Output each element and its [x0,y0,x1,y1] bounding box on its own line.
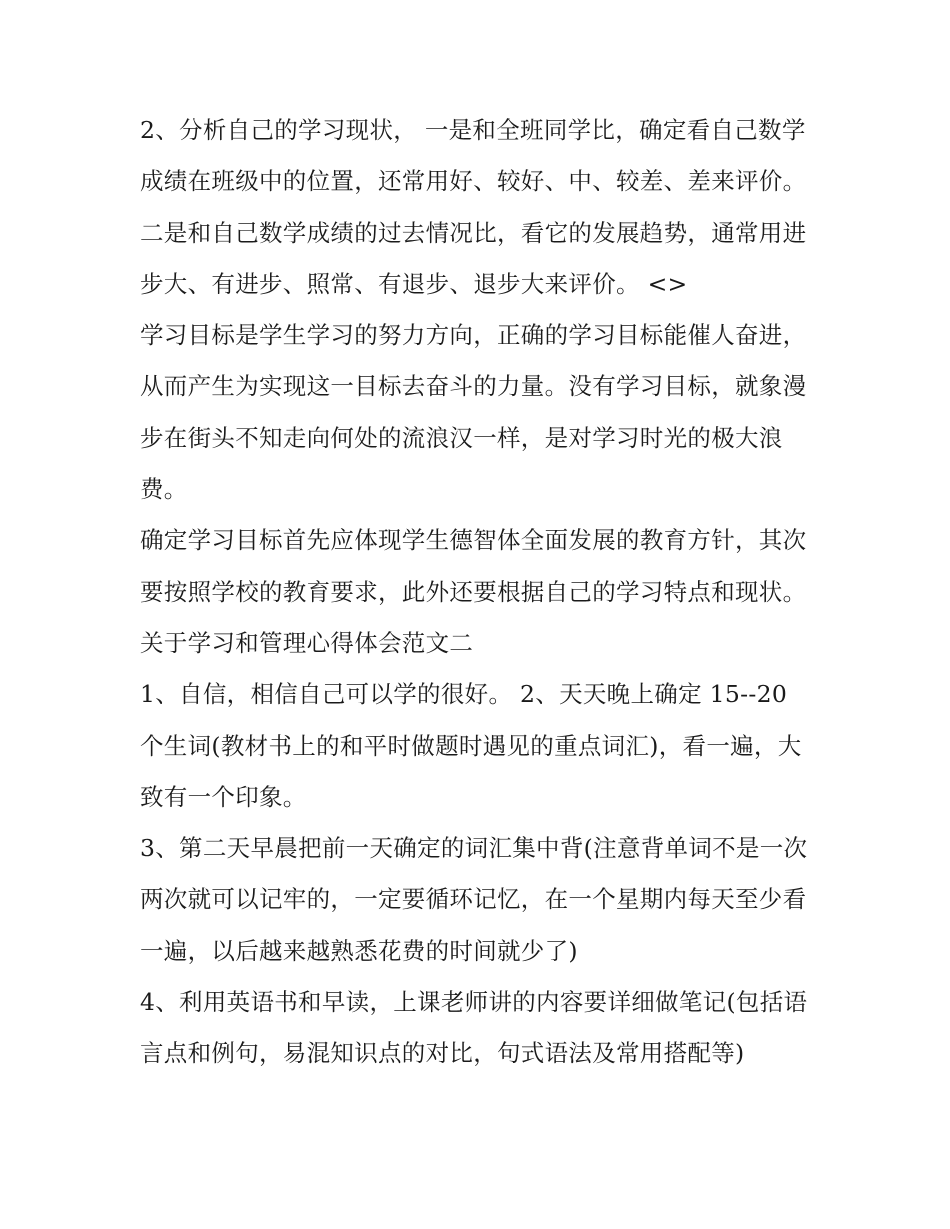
paragraph-learning-goal: 学习目标是学生学习的努力方向，正确的学习目标能催人奋进，从而产生为实现这一目标去奋斗的力量。没有学习目标，就象漫步在街头不知走向何处的流浪汉一样，是对学习时光的极大浪费。 [140,321,807,504]
paragraph-morning-review: 3、第二天早晨把前一天确定的词汇集中背(注意背单词不是一次两次就可以记牢的，一定要循环记忆，在一个星期内每天至少看一遍，以后越来越熟悉花费的时间就少了) [140,834,808,965]
paragraph-set-goal: 确定学习目标首先应体现学生德智体全面发展的教育方针，其次要按照学校的教育要求，此外还要根据自己的学习特点和现状。 关于学习和管理心得体会范文二 [140,526,807,657]
document-body [140,105,816,1080]
paragraph-self-confidence: 1、自信，相信自己可以学的很好。 2、天天晚上确定 15--20 个生词(教材书上的和平时做题时遇见的重点词汇)，看一遍，大致有一个印象。 [140,680,802,811]
paragraph-take-notes: 4、利用英语书和早读，上课老师讲的内容要详细做笔记(包括语言点和例句，易混知识点的对比，句式语法及常用搭配等) [140,988,808,1068]
paragraph-compare-past: 二是和自己数学成绩的过去情况比，看它的发展趋势，通常用进步大、有进步、照常、有退步、退步大来评价。 <> [140,218,807,298]
paragraph-analyze-status: 2、分析自己的学习现状， 一是和全班同学比，确定看自己数学成绩在班级中的位置，还常用好、较好、中、较差、差来评价。 [140,116,807,196]
